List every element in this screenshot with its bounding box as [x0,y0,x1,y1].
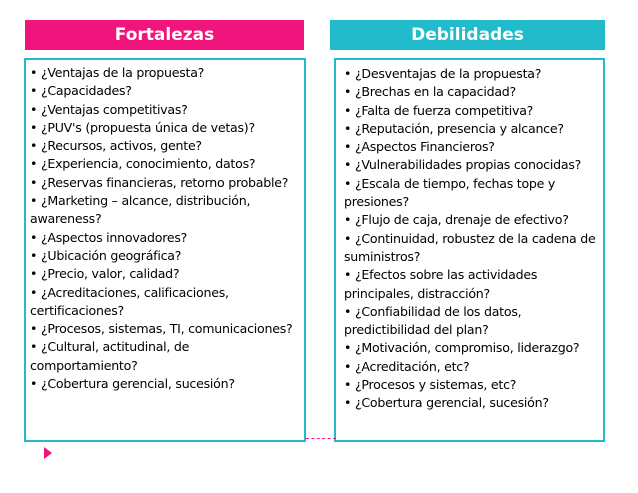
list-item: • ¿Desventajas de la propuesta? [344,65,597,83]
list-item: • ¿Procesos, sistemas, TI, comunicaciones? [30,320,300,338]
list-item: • ¿Escala de tiempo, fechas tope y presiones? [344,175,597,212]
debilidades-panel [334,58,605,442]
list-item: • ¿Aspectos Financieros? [344,138,597,156]
list-item: • ¿Cobertura gerencial, sucesión? [30,375,300,393]
list-item: • ¿Flujo de caja, drenaje de efectivo? [344,211,597,229]
list-item: • ¿Confiabilidad de los datos, predictibilidad del plan? [344,303,597,340]
list-item: • ¿Marketing – alcance, distribución, awareness? [30,192,300,229]
list-item: • ¿Acreditaciones, calificaciones, certificaciones? [30,284,300,321]
list-item: • ¿PUV's (propuesta única de vetas)? [30,119,300,137]
list-item: • ¿Acreditación, etc? [344,358,597,376]
list-item: • ¿Vulnerabilidades propias conocidas? [344,156,597,174]
list-item: • ¿Cobertura gerencial, sucesión? [344,394,597,412]
list-item: • ¿Precio, valor, calidad? [30,265,300,283]
list-item: • ¿Brechas en la capacidad? [344,83,597,101]
fortalezas-panel [24,58,306,442]
dashed-connector [306,438,336,439]
list-item: • ¿Experiencia, conocimiento, datos? [30,155,300,173]
list-item: • ¿Efectos sobre las actividades principales, distracción? [344,266,597,303]
list-item: • ¿Motivación, compromiso, liderazgo? [344,339,597,357]
list-item: • ¿Reservas financieras, retorno probable? [30,174,300,192]
list-item: • ¿Procesos y sistemas, etc? [344,376,597,394]
fortalezas-list [26,60,304,393]
debilidades-title: Debilidades [411,25,524,45]
list-item: • ¿Cultural, actitudinal, de comportamiento? [30,338,300,375]
list-item: • ¿Ubicación geográfica? [30,247,300,265]
list-item: • ¿Falta de fuerza competitiva? [344,102,597,120]
list-item: • ¿Continuidad, robustez de la cadena de suministros? [344,230,597,267]
list-item: • ¿Ventajas competitivas? [30,101,300,119]
list-item: • ¿Capacidades? [30,82,300,100]
fortalezas-title: Fortalezas [114,25,215,45]
list-item: • ¿Recursos, activos, gente? [30,137,300,155]
play-arrow-icon[interactable] [44,447,52,459]
debilidades-list [336,60,603,413]
debilidades-header [330,20,605,50]
list-item: • ¿Ventajas de la propuesta? [30,64,300,82]
list-item: • ¿Reputación, presencia y alcance? [344,120,597,138]
list-item: • ¿Aspectos innovadores? [30,229,300,247]
fortalezas-header [25,20,304,50]
